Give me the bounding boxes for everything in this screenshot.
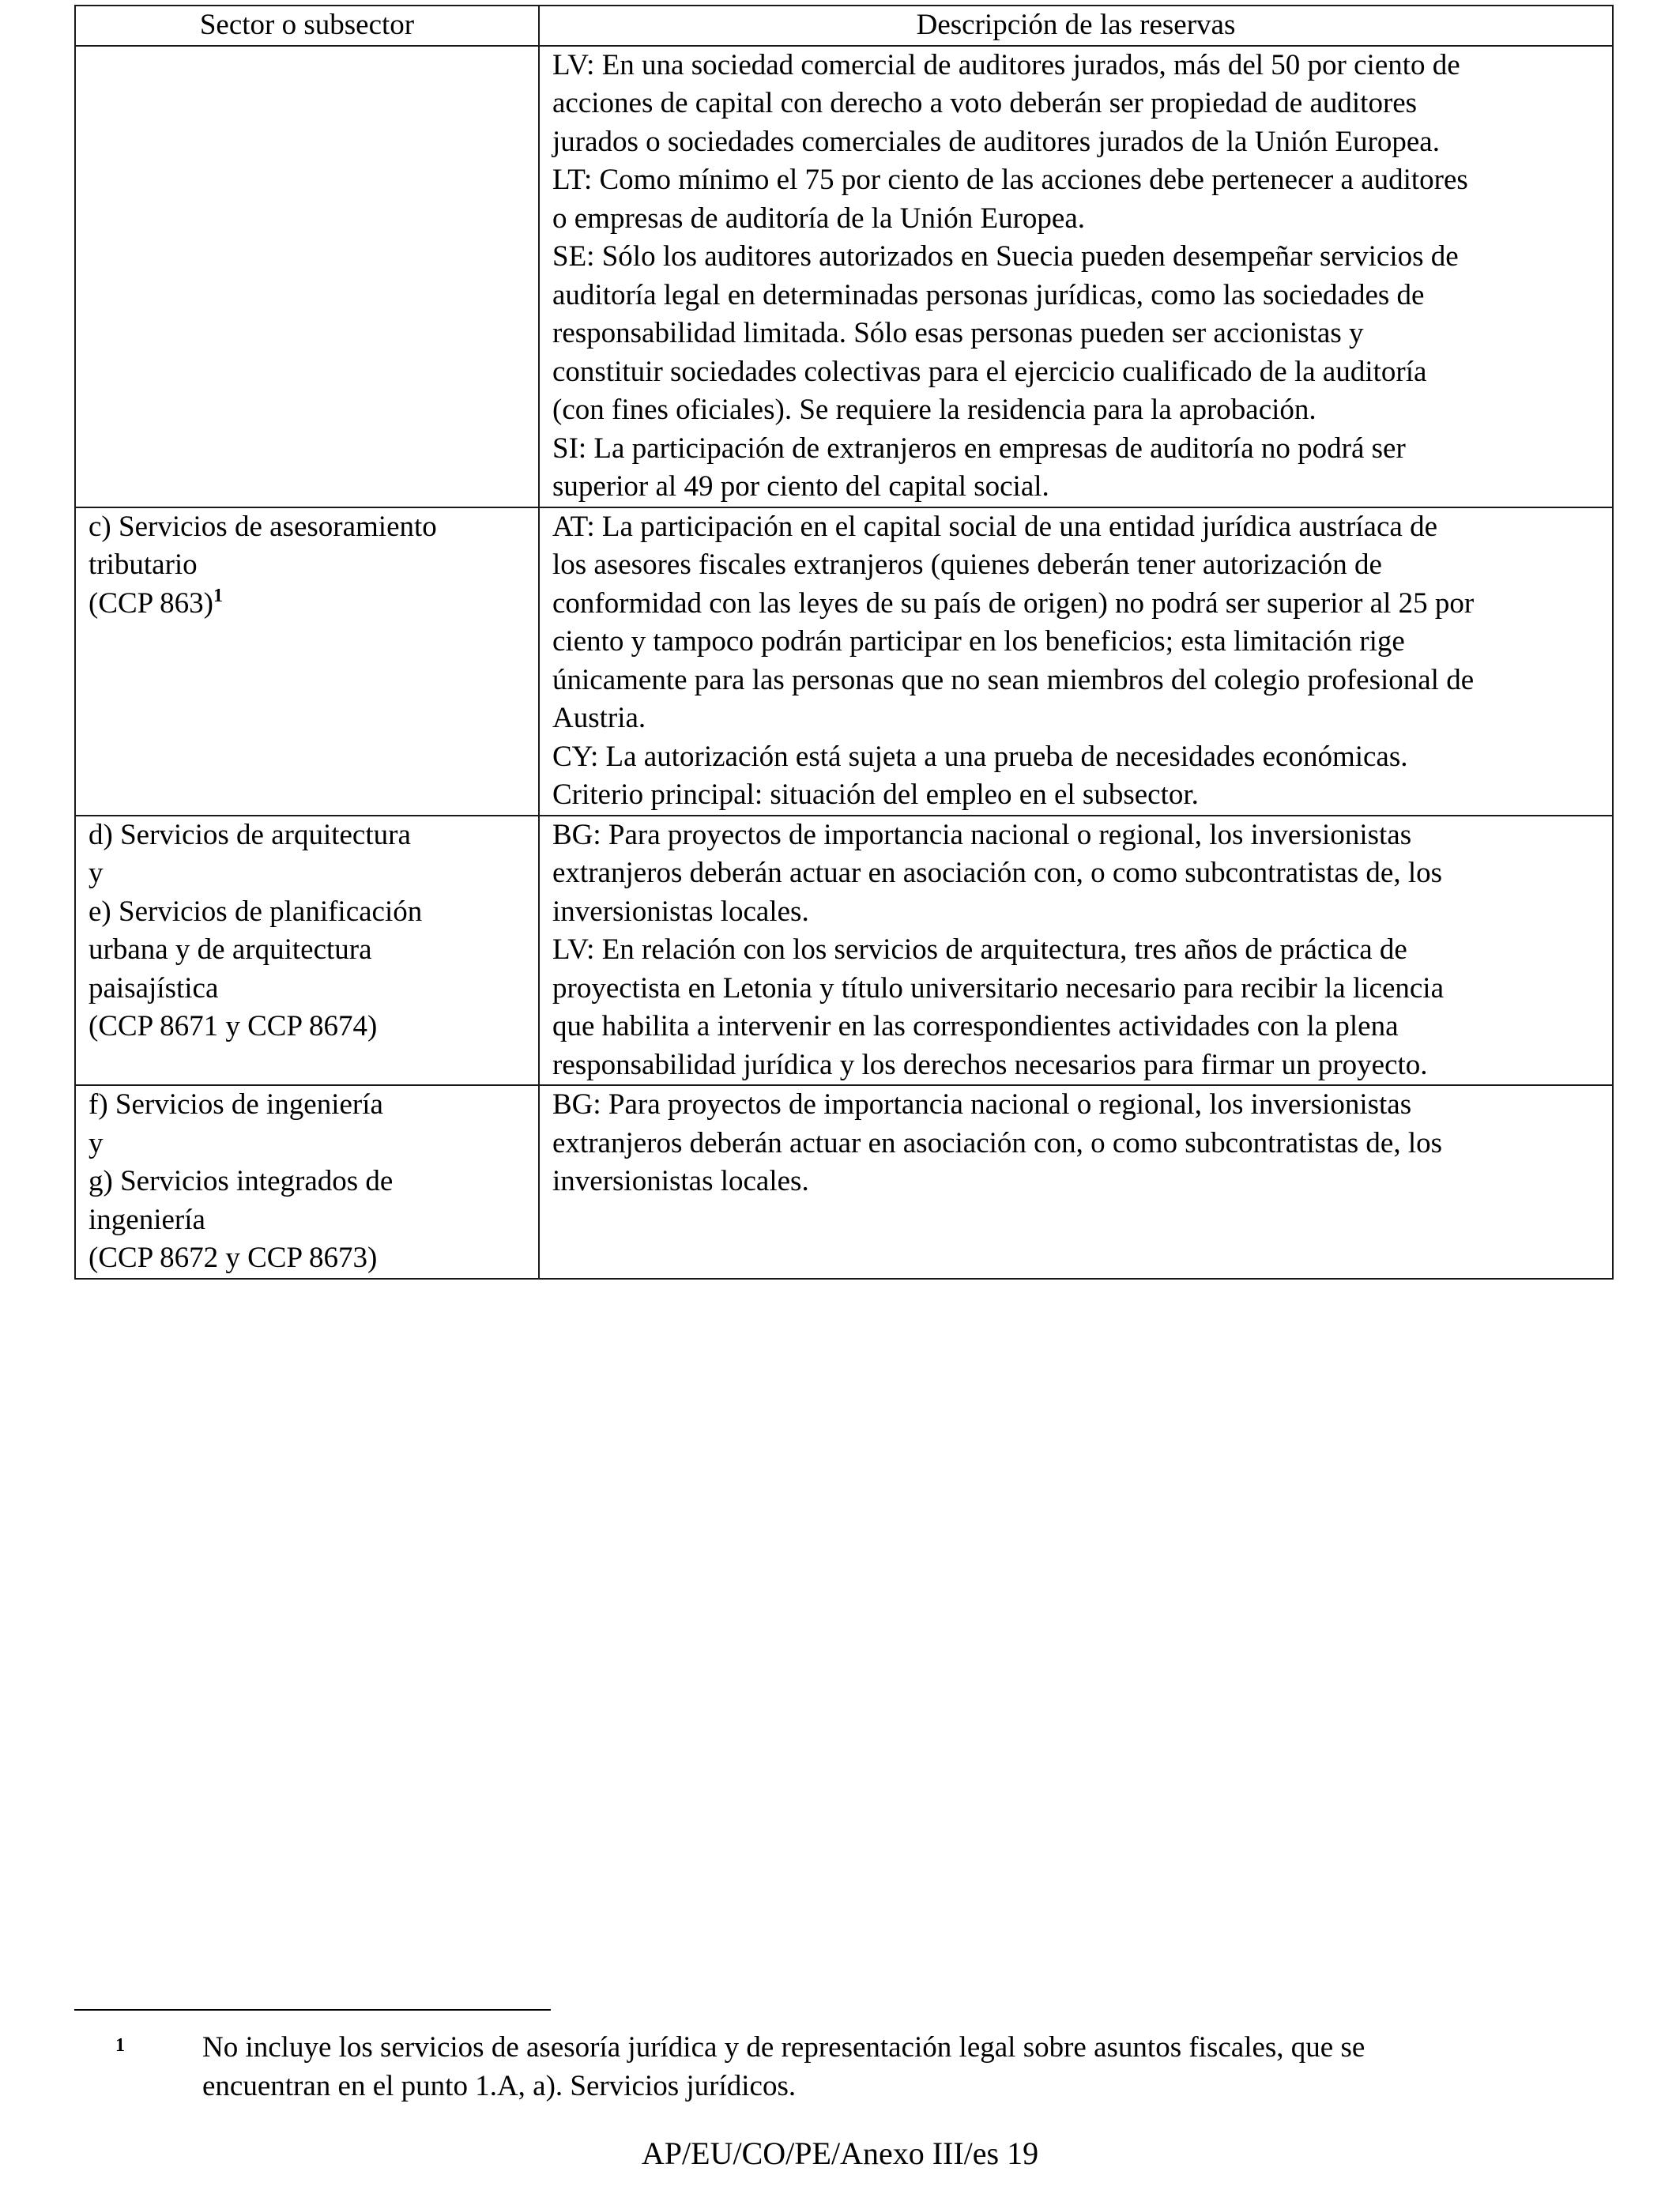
description-line: SE: Sólo los auditores autorizados en Suecia pueden desempeñar servicios de bbox=[552, 240, 1459, 273]
footnote-text bbox=[202, 2028, 1365, 2105]
sector-line-wrap bbox=[89, 585, 527, 624]
footnote-number: 1 bbox=[115, 2035, 125, 2056]
description-line: los asesores fiscales extranjeros (quienes deberán tener autorización de bbox=[552, 548, 1382, 581]
sector-line: (CCP 863) bbox=[89, 586, 213, 620]
description-line: responsabilidad jurídica y los derechos necesarios para firmar un proyecto. bbox=[552, 1048, 1428, 1081]
description-line: extranjeros deberán actuar en asociación con, o como subcontratistas de, los bbox=[552, 1126, 1443, 1159]
description-line: ciento y tampoco podrán participar en los beneficios; esta limitación rige bbox=[552, 625, 1405, 658]
table-row bbox=[75, 816, 1613, 1086]
sector-line: ingeniería bbox=[89, 1203, 205, 1236]
description-line: que habilita a intervenir en las correspondientes actividades con la plena bbox=[552, 1010, 1399, 1042]
sector-line: paisajística bbox=[89, 971, 219, 1005]
description-cell bbox=[539, 46, 1613, 507]
description-line: LT: Como mínimo el 75 por ciento de las acciones debe pertenecer a auditores bbox=[552, 164, 1468, 196]
table-row bbox=[75, 1085, 1613, 1279]
description-line: inversionistas locales. bbox=[552, 1165, 809, 1197]
description-line: constituir sociedades colectivas para el ejercicio cualificado de la auditoría bbox=[552, 355, 1427, 388]
description-line: (con fines oficiales). Se requiere la residencia para la aprobación. bbox=[552, 394, 1317, 426]
description-line: extranjeros deberán actuar en asociación con, o como subcontratistas de, los bbox=[552, 857, 1443, 889]
sector-line: f) Servicios de ingeniería bbox=[89, 1088, 383, 1121]
header-description: Descripción de las reservas bbox=[539, 6, 1613, 46]
sector-line: y bbox=[89, 857, 104, 889]
description-line: conformidad con las leyes de su país de origen) no podrá ser superior al 25 por bbox=[552, 586, 1475, 620]
sector-line: d) Servicios de arquitectura bbox=[89, 818, 411, 851]
description-line: acciones de capital con derecho a voto deberán ser propiedad de auditores bbox=[552, 87, 1418, 119]
description-cell bbox=[539, 816, 1613, 1086]
sector-line: (CCP 8672 y CCP 8673) bbox=[89, 1242, 378, 1274]
description-cell bbox=[539, 1085, 1613, 1279]
table-header-row bbox=[75, 6, 1613, 46]
sector-line: y bbox=[89, 1126, 104, 1159]
page-footer: AP/EU/CO/PE/Anexo III/es 19 bbox=[641, 2136, 1039, 2171]
description-line: CY: La autorización está sujeta a una prueba de necesidades económicas. bbox=[552, 740, 1408, 773]
description-line: responsabilidad limitada. Sólo esas personas pueden ser accionistas y bbox=[552, 317, 1364, 349]
description-line: BG: Para proyectos de importancia nacional o regional, los inversionistas bbox=[552, 818, 1412, 851]
description-line: Criterio principal: situación del empleo en el subsector. bbox=[552, 778, 1199, 811]
footnote-line: No incluye los servicios de asesoría jurídica y de representación legal sobre asuntos fiscales, que se bbox=[202, 2031, 1365, 2064]
sector-line: g) Servicios integrados de bbox=[89, 1165, 394, 1197]
sector-cell bbox=[75, 816, 539, 1086]
sector-cell bbox=[75, 507, 539, 816]
description-line: proyectista en Letonia y título universitario necesario para recibir la licencia bbox=[552, 971, 1445, 1005]
sector-cell bbox=[75, 46, 539, 507]
description-line: únicamente para las personas que no sean miembros del colegio profesional de bbox=[552, 663, 1475, 696]
description-line: AT: La participación en el capital social de una entidad jurídica austríaca de bbox=[552, 510, 1437, 543]
description-line: LV: En una sociedad comercial de auditores jurados, más del 50 por ciento de bbox=[552, 48, 1460, 81]
sector-line: c) Servicios de asesoramiento bbox=[89, 510, 437, 543]
description-line: SI: La participación de extranjeros en empresas de auditoría no podrá ser bbox=[552, 432, 1406, 465]
description-line: BG: Para proyectos de importancia nacional o regional, los inversionistas bbox=[552, 1088, 1412, 1121]
reservations-table bbox=[74, 5, 1614, 1280]
description-line: o empresas de auditoría de la Unión Europea. bbox=[552, 202, 1085, 235]
sector-line: (CCP 8671 y CCP 8674) bbox=[89, 1010, 378, 1042]
table-row bbox=[75, 46, 1613, 507]
description-cell bbox=[539, 507, 1613, 816]
sector-line: tributario bbox=[89, 548, 198, 581]
description-line: Austria. bbox=[552, 702, 646, 734]
description-line: LV: En relación con los servicios de arquitectura, tres años de práctica de bbox=[552, 933, 1407, 966]
footnote-line: encuentran en el punto 1.A, a). Servicios jurídicos. bbox=[202, 2070, 797, 2102]
description-line: inversionistas locales. bbox=[552, 895, 809, 928]
table-row bbox=[75, 507, 1613, 816]
description-line: superior al 49 por ciento del capital social. bbox=[552, 470, 1049, 503]
description-line: jurados o sociedades comerciales de auditores jurados de la Unión Europea. bbox=[552, 125, 1440, 158]
footnote-reference[interactable]: 1 bbox=[213, 585, 223, 606]
description-line: auditoría legal en determinadas personas jurídicas, como las sociedades de bbox=[552, 278, 1425, 311]
sector-line: e) Servicios de planificación bbox=[89, 895, 423, 928]
sector-cell bbox=[75, 1085, 539, 1279]
sector-line: urbana y de arquitectura bbox=[89, 933, 372, 966]
header-sector: Sector o subsector bbox=[75, 6, 539, 46]
footnote-separator bbox=[74, 2009, 551, 2011]
